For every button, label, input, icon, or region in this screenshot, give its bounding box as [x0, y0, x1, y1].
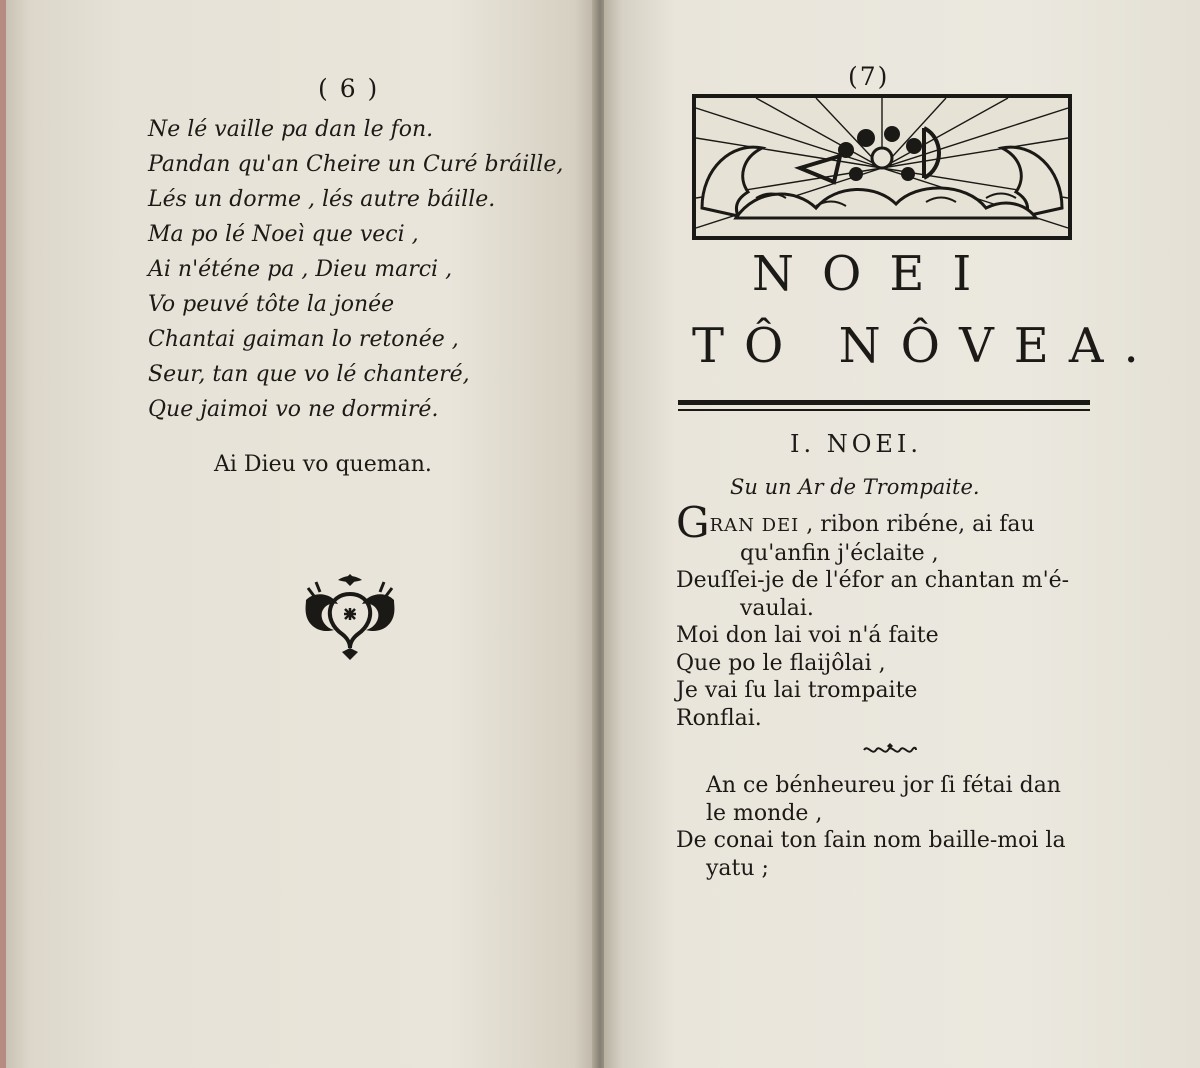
stanza-line: yatu ; — [706, 855, 769, 881]
stanza-line: Moi don lai voi n'á faite — [676, 623, 939, 648]
verse-block — [148, 112, 563, 427]
right-page — [604, 0, 1200, 1068]
verse-line: Que jaimoi vo ne dormiré. — [148, 397, 439, 422]
title-line-1: NOEI — [752, 246, 1000, 302]
drop-cap: G — [676, 498, 710, 547]
rule-thin — [678, 409, 1090, 411]
verse-line: Chantai gaiman lo retonée , — [148, 327, 459, 352]
stanza-1 — [676, 498, 1070, 732]
stanza-line: Que po le flaijôlai , — [676, 650, 886, 676]
verse-line: Ai n'éténe pa , Dieu marci , — [148, 257, 453, 282]
verse-line: Lés un dorme , lés autre báille. — [148, 187, 496, 212]
verse-line: Ma po lé Noeì que veci , — [148, 222, 419, 247]
stanza-first-line — [676, 498, 1069, 547]
song-heading: I. NOEI. — [790, 430, 923, 458]
air-line: Su un Ar de Trompaite. — [730, 475, 980, 499]
fleuron-icon — [298, 566, 402, 662]
rule-thick — [678, 400, 1090, 405]
verse-line: Vo peuvé tôte la jonée — [148, 292, 395, 317]
verse-line: Seur, tan que vo lé chanteré, — [148, 362, 470, 387]
stanza-line: Ronflai. — [676, 705, 762, 731]
ornamental-divider-icon — [862, 742, 918, 756]
stanza-line: Je vai ſu lai trompaite — [676, 678, 918, 703]
verse-line: Pandan qu'an Cheire un Curé bráille, — [148, 152, 564, 177]
stanza-line: An ce bénheureu jor ſi fétai dan — [706, 773, 1061, 798]
small-caps: RAN DEI — [709, 515, 800, 536]
floral-headpiece-icon — [692, 94, 1072, 240]
stanza-line: Deuſſei-je de l'éfor an chantan m'é- — [676, 568, 1070, 593]
stanza-line: le monde , — [706, 800, 823, 826]
stanza-2 — [676, 772, 1066, 882]
page-number-right: (7) — [848, 62, 890, 91]
page-number-left: ( 6 ) — [318, 74, 380, 103]
left-page — [0, 0, 598, 1068]
first-line-rest: , ribon ribéne, ai fau — [806, 512, 1035, 537]
verse-line: Ne lé vaille pa dan le fon. — [148, 117, 434, 142]
title-line-2: TÔ NÔVEA. — [692, 318, 1159, 374]
stanza-line: vaulai. — [740, 595, 814, 621]
stanza-line: De conai ton ſain nom baille-moi la — [676, 828, 1066, 853]
stanza-line: qu'anfin j'éclaite , — [740, 540, 939, 566]
refrain-line: Ai Dieu vo queman. — [214, 452, 432, 477]
